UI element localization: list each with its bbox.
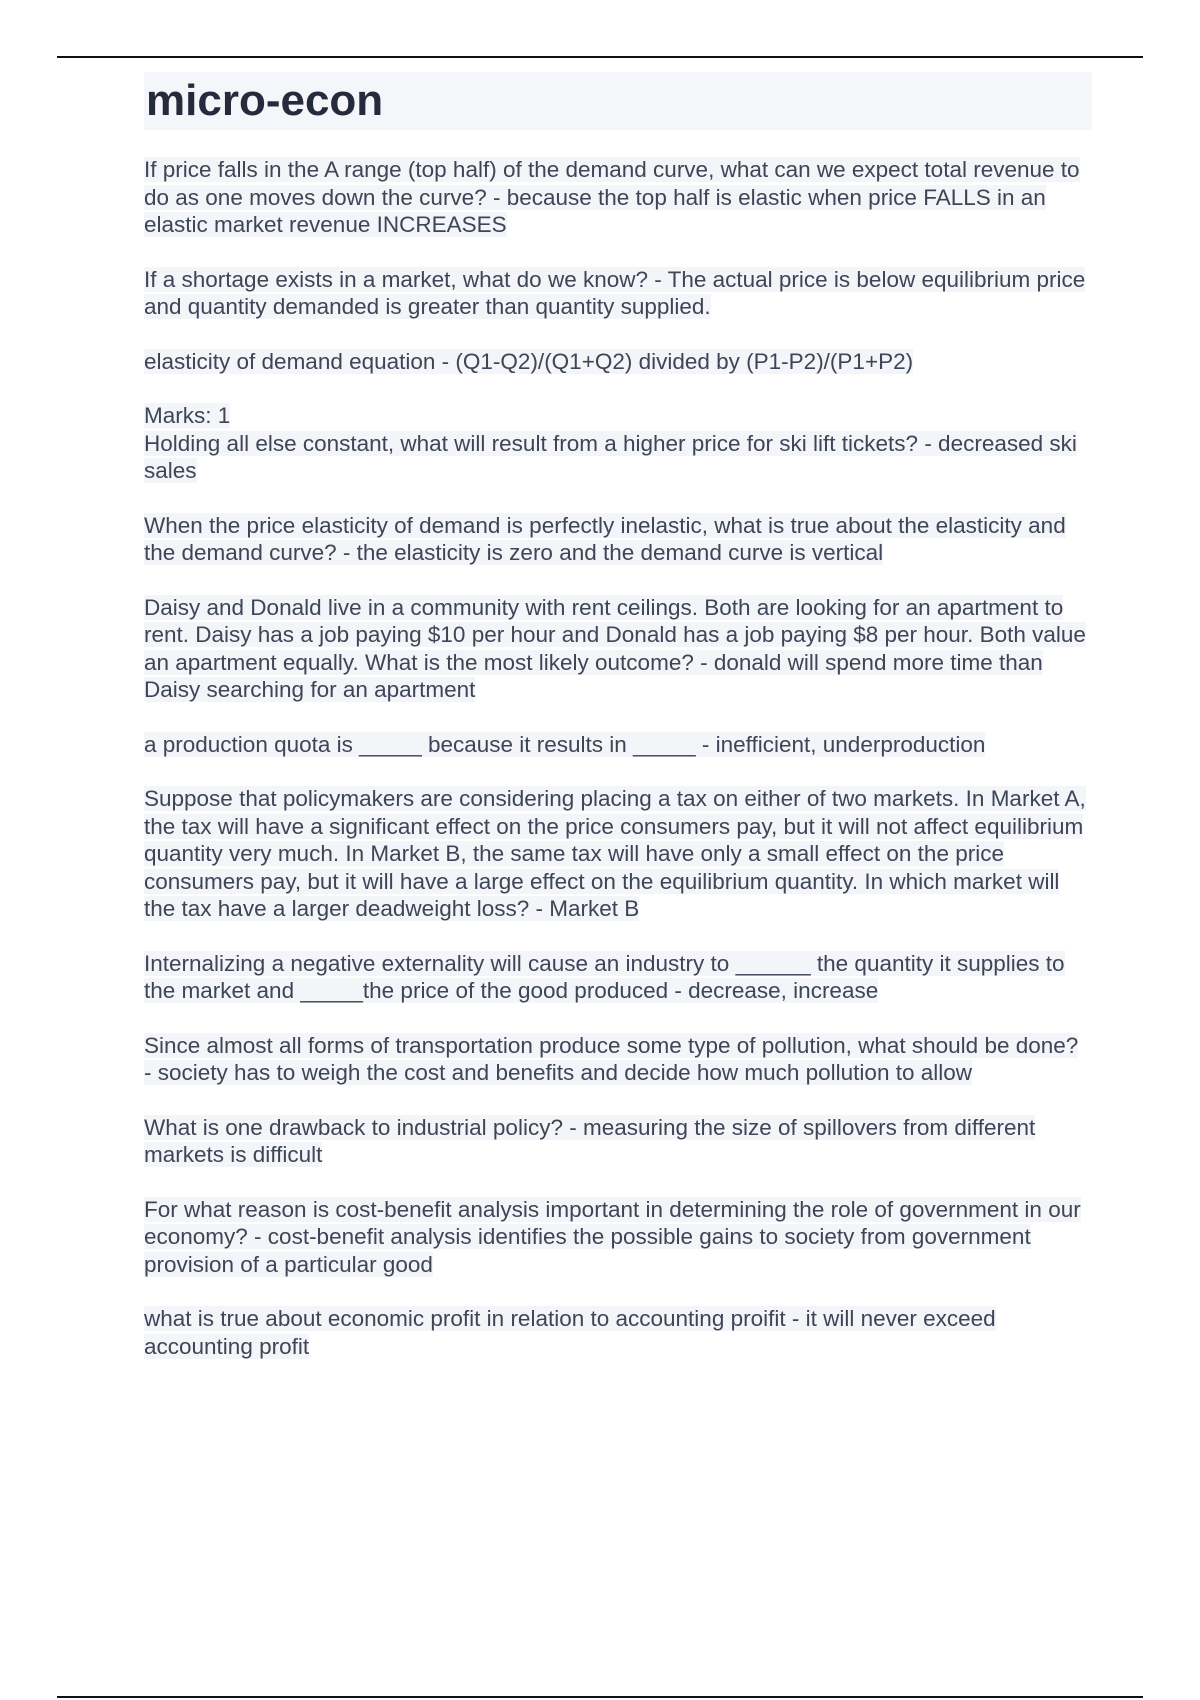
qa-text: If price falls in the A range (top half) of the demand curve, what can we expect total revenue to do as one moves down the curve? - because the top half is elastic when price FALLS in an elastic market revenue INCREASES (144, 157, 1080, 237)
qa-entry-production-quota (144, 731, 1092, 759)
qa-text: What is one drawback to industrial policy? - measuring the size of spillovers from different markets is difficult (144, 1114, 1036, 1167)
qa-entry-ski-tickets (144, 430, 1092, 485)
qa-entry-pollution (144, 1032, 1092, 1087)
qa-text: For what reason is cost-benefit analysis important in determining the role of government in our economy? - cost-benefit analysis identifies the possible gains to society from government provision of a particular good (144, 1196, 1081, 1277)
document-body (144, 72, 1092, 1360)
qa-entry-revenue (144, 156, 1092, 239)
marks-text: Marks: 1 (144, 403, 231, 428)
qa-entry-elasticity-equation (144, 348, 1092, 376)
qa-entry-rent-ceilings (144, 594, 1092, 704)
qa-text: Daisy and Donald live in a community with rent ceilings. Both are looking for an apartment to rent. Daisy has a job paying $10 per hour and Donald has a job paying $8 per hour. Both value an apartment equally. What is the most likely outcome? - donald will spend more time than Daisy searching for an apartment (144, 594, 1086, 702)
qa-text: If a shortage exists in a market, what do we know? - The actual price is below equilibrium price and quantity demanded is greater than quantity supplied. (144, 266, 1086, 319)
qa-entry-deadweight-loss (144, 785, 1092, 923)
qa-entry-externality (144, 950, 1092, 1005)
marks-label (144, 402, 1092, 430)
qa-text: Internalizing a negative externality will cause an industry to ______ the quantity it supplies to the market and _____the price of the good produced - decrease, increase (144, 950, 1065, 1003)
qa-text: elasticity of demand equation - (Q1-Q2)/(Q1+Q2) divided by (P1-P2)/(P1+P2) (144, 348, 914, 374)
qa-entry-inelastic (144, 512, 1092, 567)
qa-text: Suppose that policymakers are considering placing a tax on either of two markets. In Market A, the tax will have a significant effect on the price consumers pay, but it will not affect equilibrium quantity very much. In Market B, the same tax will have only a small effect on the price consumers pay, but it will have a large effect on the equilibrium quantity. In which market will the tax have a larger deadweight loss? - Market B (144, 786, 1086, 921)
qa-entry-shortage (144, 266, 1092, 321)
qa-entry-industrial-policy (144, 1114, 1092, 1169)
qa-text: Holding all else constant, what will result from a higher price for ski lift tickets? - decreased ski sales (144, 430, 1077, 483)
top-divider (57, 56, 1143, 58)
qa-text: what is true about economic profit in relation to accounting proifit - it will never exceed accounting profit (144, 1306, 996, 1359)
qa-text: When the price elasticity of demand is perfectly inelastic, what is true about the elasticity and the demand curve? - the elasticity is zero and the demand curve is vertical (144, 512, 1066, 565)
qa-text: Since almost all forms of transportation produce some type of pollution, what should be done? - society has to weigh the cost and benefits and decide how much pollution to allow (144, 1032, 1079, 1085)
qa-text: a production quota is _____ because it results in _____ - inefficient, underproduction (144, 731, 986, 757)
document-title: micro-econ (144, 72, 1092, 130)
qa-entry-cost-benefit (144, 1196, 1092, 1279)
bottom-divider (57, 1696, 1143, 1698)
qa-entry-economic-profit (144, 1305, 1092, 1360)
